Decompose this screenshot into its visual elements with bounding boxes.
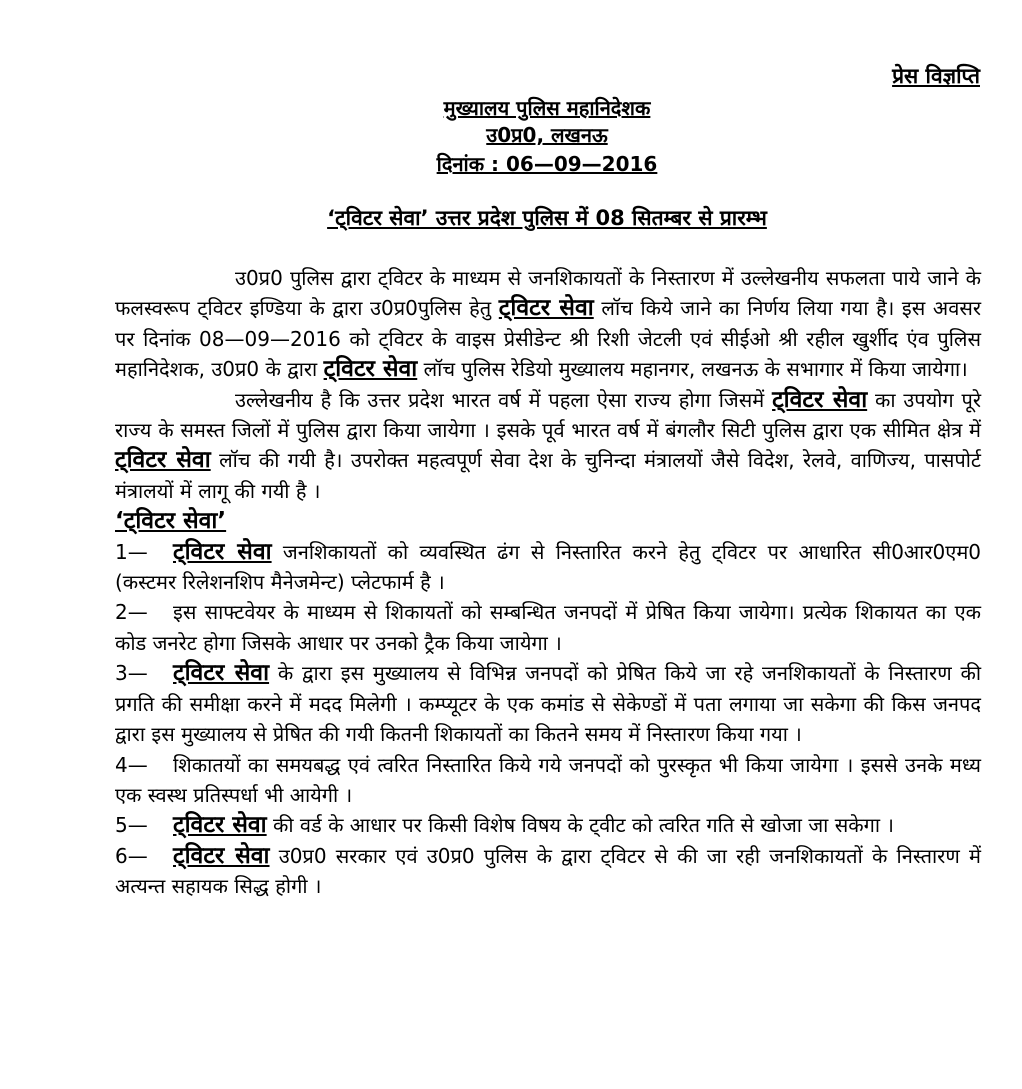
list-item-text: इस साफ्टवेयर के माध्यम से शिकायतों को सम्बन्धित जनपदों में प्रेषित किया जायेगा। प्रत्येक शिकायत का एक कोड जनरेट होगा जिसके आधार पर उनको ट्रैक किया जायेगा । — [115, 600, 981, 655]
office-name: मुख्यालय पुलिस महानिदेशक — [443, 96, 651, 120]
list-item-text: जनशिकायतों को व्यवस्थित ढंग से निस्तारित करने हेतु ट्विटर पर आधारित सी0आर0एम0 (कस्टमर रिलेशनशिप मैनेजमेन्ट) प्लेटफार्म है । — [115, 539, 982, 595]
keyword-twitter-seva: ट्विटर सेवा — [498, 295, 594, 322]
list-item-number: 5— — [115, 813, 148, 838]
office-location: उ0प्र0, लखनऊ — [486, 123, 608, 147]
list-item-text: की वर्ड के आधार पर किसी विशेष विषय के ट्वीट को त्वरित गति से खोजा जा सकेगा । — [273, 813, 894, 838]
press-release-label: प्रेस विज्ञप्ति — [892, 64, 980, 88]
list-item-text: शिकातयों का समयबद्ध एवं त्वरित निस्तारित किये गये जनपदों को पुरस्कृत भी किया जायेगा । इससे उनके मध्य एक स्वस्थ प्रतिस्पर्धा भी आयेगी । — [115, 752, 981, 807]
paragraph-1-part-2: लॉच किये जाने का निर्णय लिया गया है। इस अवसर पर दिनांक 08—09—2016 को ट्विटर के वाइस प्रेसीडेन्ट श्री रिशी जेटली एवं सीईओ श्री रहील खुर्शीद एंव पुलिस महानिदेशक, उ0प्र0 के द्वारा — [115, 296, 982, 382]
paragraph-2 — [115, 385, 981, 507]
paragraph-2-part-2: का उपयोग पूरे राज्य के समस्त जिलों में पुलिस द्वारा किया जायेगा । इसके पूर्व भारत वर्ष में बंगलौर सिटी पुलिस द्वारा एक सीमित क्षेत्र में — [115, 387, 982, 443]
list-item-text: उ0प्र0 सरकार एवं उ0प्र0 पुलिस के द्वारा ट्विटर से की जा रही जनशिकायतों के निस्तारण में अत्यन्त सहायक सिद्ध होगी । — [115, 843, 982, 899]
list-item-2 — [115, 597, 981, 658]
keyword-twitter-seva: ट्विटर सेवा — [173, 538, 272, 565]
keyword-twitter-seva: ट्विटर सेवा — [173, 812, 267, 839]
list-item-text: के द्वारा इस मुख्यालय से विभिन्न जनपदों को प्रेषित किये जा रहे जनशिकायतों के निस्तारण की प्रगति की समीक्षा करने में मदद मिलेगी । कम्प्यूटर के एक कमांड से सेकेण्डों में पता लगाया जा सकेगा की किस जनपद द्वारा इस मुख्यालय से प्रेषित की गयी कितनी शिकायतों का कितने समय में निस्तारण किया गया । — [115, 661, 982, 747]
paragraph-2-part-1: उल्लेखनीय है कि उत्तर प्रदेश भारत वर्ष में पहला ऐसा राज्य होगा जिसमें — [235, 387, 765, 412]
keyword-twitter-seva: ट्विटर सेवा — [115, 447, 211, 474]
keyword-twitter-seva: ट्विटर सेवा — [323, 356, 418, 383]
paragraph-1-part-1: उ0प्र0 पुलिस द्वारा ट्विटर के माध्यम से जनशिकायतों के निस्तारण में उल्लेखनीय सफलता पाये जाने के फलस्वरूप ट्विटर इण्डिया के द्वारा उ0प्र0पुलिस हेतु — [115, 266, 981, 321]
paragraph-2-part-3: लॉच की गयी है। उपरोक्त महत्वपूर्ण सेवा देश के चुनिन्दा मंत्रालयों जैसे विदेश, रेलवे, वाणिज्य, पासपोर्ट मंत्रालयों में लागू की गयी है । — [115, 448, 982, 503]
section-heading-text: ‘ट्विटर सेवा’ — [115, 508, 227, 535]
list-item-number: 6— — [115, 843, 148, 868]
list-item-number: 1— — [115, 539, 148, 564]
keyword-twitter-seva: ट्विटर सेवा — [772, 386, 868, 413]
list-item-number: 3— — [115, 661, 148, 686]
list-item-6 — [115, 841, 981, 902]
list-item-1 — [115, 537, 981, 598]
paragraph-1 — [115, 263, 981, 385]
document-title: ‘ट्विटर सेवा’ उत्तर प्रदेश पुलिस में 08 सितम्बर से प्रारम्भ — [327, 206, 767, 230]
keyword-twitter-seva: ट्विटर सेवा — [173, 842, 270, 869]
list-item-5 — [115, 810, 981, 840]
list-item-number: 4— — [115, 752, 148, 777]
paragraph-1-part-3: लॉच पुलिस रेडियो मुख्यालय महानगर, लखनऊ के सभागार में किया जायेगा। — [423, 357, 968, 382]
release-date: दिनांक : 06—09—2016 — [436, 152, 658, 176]
keyword-twitter-seva: ट्विटर सेवा — [173, 660, 270, 687]
list-item-4 — [115, 750, 981, 811]
section-heading — [115, 506, 981, 536]
list-item-number: 2— — [115, 600, 148, 625]
document-body — [115, 263, 981, 902]
list-item-3 — [115, 658, 981, 749]
